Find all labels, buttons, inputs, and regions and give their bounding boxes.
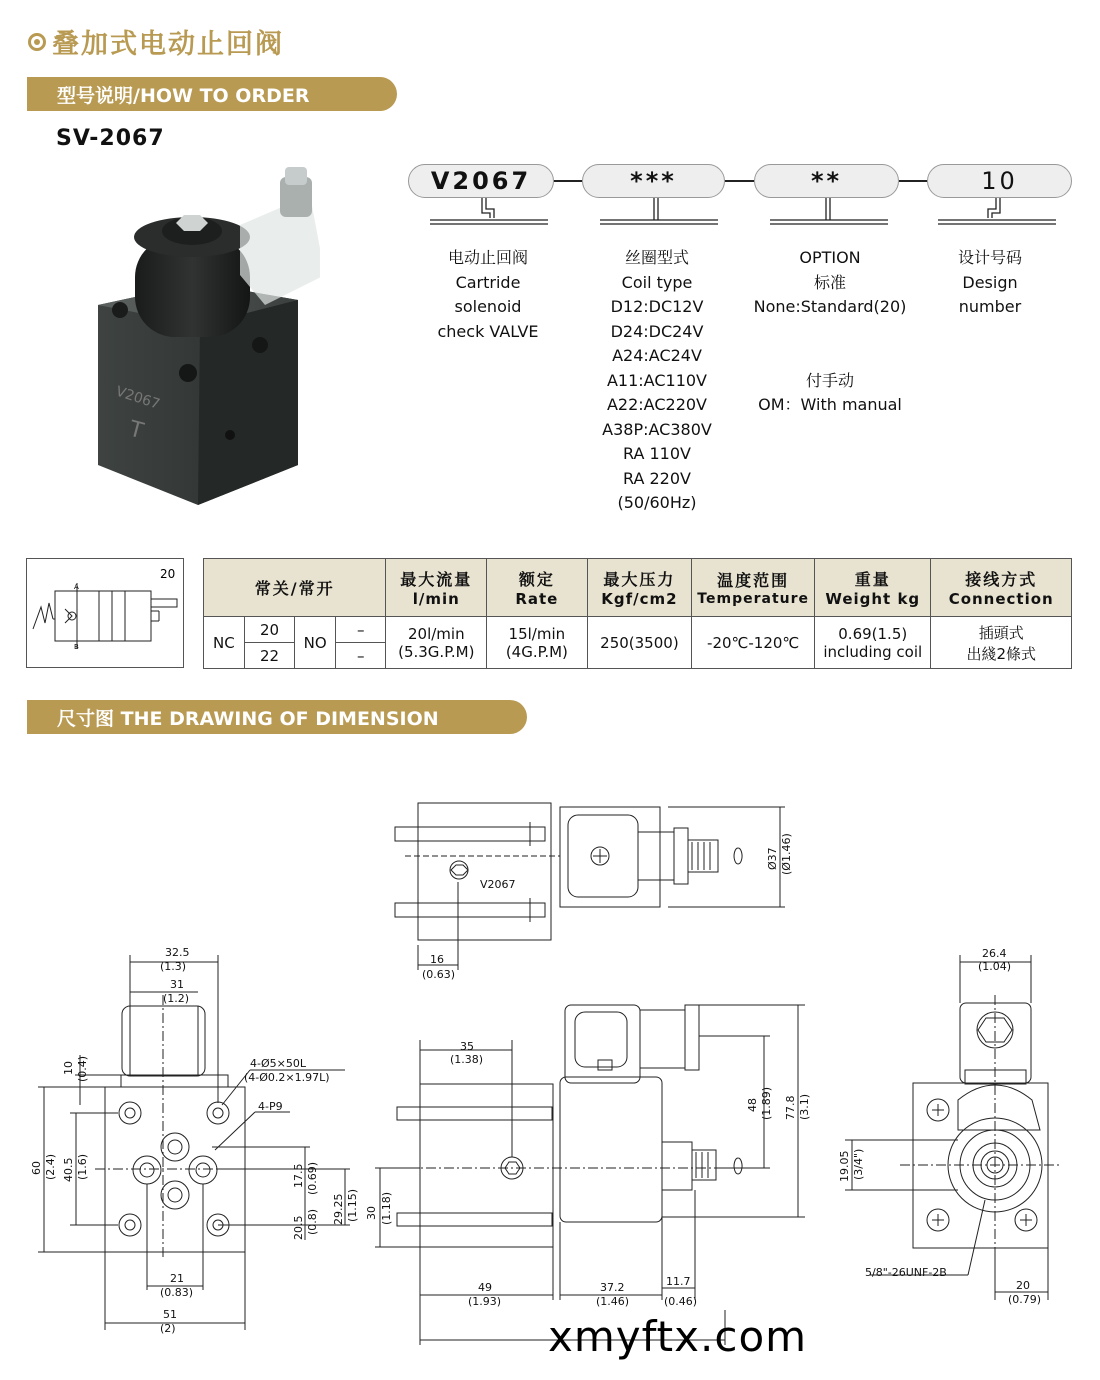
desc-line: OM：With manual bbox=[758, 395, 902, 414]
dim-label: (1.46) bbox=[596, 1295, 630, 1308]
desc-line: 丝圈型式 bbox=[624, 248, 689, 267]
dim-label: 30 bbox=[365, 1206, 378, 1220]
order-section-label: 型号说明/HOW TO ORDER bbox=[57, 84, 310, 107]
desc-line: solenoid bbox=[454, 297, 522, 316]
watermark: xmyftx.com bbox=[548, 1312, 808, 1361]
header-text: 最大压力 bbox=[603, 570, 676, 589]
dim-label: 4-Ø5×50L bbox=[250, 1057, 306, 1070]
dim-label: (1.3) bbox=[160, 960, 187, 973]
header-text: Weight kg bbox=[825, 590, 921, 608]
desc-design bbox=[920, 246, 1060, 320]
header-text: l/min bbox=[412, 590, 460, 608]
dim-label: (0.83) bbox=[160, 1286, 194, 1299]
dim-label: (1.18) bbox=[380, 1191, 393, 1225]
dim-label: 21 bbox=[170, 1272, 184, 1285]
desc-line: A22:AC220V bbox=[606, 395, 707, 414]
dim-label: (0.63) bbox=[422, 968, 456, 981]
dim-label: (1.15) bbox=[346, 1188, 359, 1222]
cell-text: 15l/min bbox=[508, 624, 566, 643]
desc-line: number bbox=[958, 297, 1022, 316]
header-weight bbox=[815, 559, 931, 617]
desc-model bbox=[408, 246, 568, 344]
header-text: 温度范围 bbox=[717, 571, 790, 590]
cell-pressure: 250(3500) bbox=[587, 617, 692, 669]
cell-connection bbox=[931, 617, 1072, 669]
cell-text: (4G.P.M) bbox=[505, 642, 568, 661]
desc-line: RA 220V bbox=[623, 468, 691, 488]
dim-label: (0.4) bbox=[76, 1055, 89, 1082]
dim-label: 16 bbox=[430, 953, 444, 966]
header-text: Kgf/cm2 bbox=[601, 590, 678, 608]
dim-label: (1.2) bbox=[163, 992, 190, 1005]
cell-text: 20l/min bbox=[407, 624, 465, 643]
desc-line: 标准 bbox=[813, 272, 846, 292]
cell-dash: – bbox=[336, 643, 386, 669]
dim-label: (4-Ø0.2×1.97L) bbox=[244, 1071, 330, 1084]
svg-text:V2067: V2067 bbox=[113, 383, 162, 413]
order-code-design: 10 bbox=[927, 164, 1072, 198]
cell-no: NO bbox=[295, 617, 336, 669]
order-code-option: ** bbox=[754, 164, 899, 198]
dimension-section-bar bbox=[27, 700, 527, 734]
header-temperature bbox=[692, 559, 815, 617]
order-code-leaders bbox=[400, 196, 1080, 236]
cell-text: (5.3G.P.M) bbox=[398, 642, 475, 661]
desc-line: D24:DC24V bbox=[610, 321, 704, 341]
symbol-port-a: A bbox=[74, 583, 79, 591]
page-title-text: 叠加式电动止回阀 bbox=[52, 29, 284, 60]
desc-line: 设计号码 bbox=[957, 248, 1022, 267]
header-text: 接线方式 bbox=[965, 570, 1038, 589]
dimension-drawing bbox=[0, 770, 1100, 1350]
cell-text: 0.69(1.5) bbox=[838, 624, 908, 643]
dim-label: 49 bbox=[478, 1281, 492, 1294]
dim-label: 77.8 bbox=[784, 1095, 797, 1120]
order-section-bar bbox=[27, 77, 397, 111]
desc-line: None:Standard(20) bbox=[753, 297, 907, 316]
desc-option bbox=[740, 246, 920, 418]
desc-line: OPTION bbox=[799, 248, 861, 267]
dim-label: (Ø1.46) bbox=[780, 833, 793, 875]
desc-line: 付手动 bbox=[805, 370, 854, 390]
dimension-section-label: 尺寸图 THE DRAWING OF DIMENSION bbox=[57, 707, 439, 730]
dim-label: 51 bbox=[163, 1308, 177, 1321]
dim-label: 4-P9 bbox=[258, 1100, 283, 1113]
header-connection bbox=[931, 559, 1072, 617]
dim-label: 20.5 bbox=[292, 1215, 305, 1240]
desc-line: check VALVE bbox=[437, 321, 539, 341]
page-title bbox=[28, 22, 284, 61]
cell-text: 插頭式 bbox=[978, 623, 1024, 642]
drawing-label: V2067 bbox=[480, 878, 516, 891]
desc-line: Design bbox=[962, 272, 1018, 292]
dim-label: 29.25 bbox=[332, 1193, 345, 1225]
dim-label: (0.8) bbox=[306, 1208, 319, 1235]
cell-text: 出綫2條式 bbox=[966, 644, 1036, 663]
dim-label: Ø37 bbox=[766, 847, 779, 870]
dim-label: (1.89) bbox=[760, 1086, 773, 1120]
header-rate bbox=[487, 559, 587, 617]
desc-line: 电动止回阀 bbox=[447, 248, 528, 267]
order-code-connector bbox=[899, 180, 927, 182]
dim-label: 10 bbox=[62, 1061, 75, 1075]
cell-dash: – bbox=[336, 617, 386, 643]
dim-label: (1.6) bbox=[76, 1153, 89, 1180]
dim-label: 31 bbox=[170, 978, 184, 991]
dim-label: 48 bbox=[746, 1098, 759, 1112]
header-text: Connection bbox=[948, 590, 1054, 608]
header-text: 重量 bbox=[854, 570, 891, 589]
dim-label: 20 bbox=[1016, 1279, 1030, 1292]
cell-code: 22 bbox=[244, 643, 295, 669]
order-code-connector bbox=[725, 180, 754, 182]
dim-label: (1.38) bbox=[450, 1053, 484, 1066]
cell-rate bbox=[487, 617, 587, 669]
dim-label: 19.05 bbox=[838, 1150, 851, 1182]
cell-code: 20 bbox=[244, 617, 295, 643]
svg-text:T: T bbox=[126, 416, 146, 445]
header-text: 最大流量 bbox=[400, 570, 473, 589]
desc-line: Coil type bbox=[621, 272, 693, 292]
desc-line: (50/60Hz) bbox=[617, 493, 697, 512]
symbol-code: 20 bbox=[160, 567, 176, 581]
dim-label: (1.04) bbox=[978, 960, 1012, 973]
dim-label: 32.5 bbox=[165, 946, 190, 959]
header-pressure bbox=[587, 559, 692, 617]
header-text: 额定 bbox=[518, 570, 555, 589]
target-icon bbox=[28, 33, 46, 51]
desc-line: RA 110V bbox=[623, 444, 691, 463]
hydraulic-symbol-box bbox=[26, 558, 184, 668]
dim-label: (3.1) bbox=[798, 1093, 811, 1120]
product-photo bbox=[80, 165, 320, 510]
desc-line: D12:DC12V bbox=[610, 297, 704, 316]
hydraulic-symbol-icon bbox=[27, 559, 183, 667]
cell-flow bbox=[386, 617, 487, 669]
header-text: Rate bbox=[515, 590, 559, 608]
dim-label: (2.4) bbox=[44, 1153, 57, 1180]
dim-label: 35 bbox=[460, 1040, 474, 1053]
dim-label: (1.93) bbox=[468, 1295, 502, 1308]
cell-weight bbox=[815, 617, 931, 669]
desc-line: Cartride bbox=[455, 272, 521, 292]
dim-label: (0.46) bbox=[664, 1295, 698, 1308]
order-code-coil: *** bbox=[582, 164, 725, 198]
dim-label: (2) bbox=[160, 1322, 176, 1335]
dim-label: 5/8"-26UNF-2B bbox=[865, 1266, 947, 1279]
dim-label: (0.69) bbox=[306, 1161, 319, 1195]
model-name: SV-2067 bbox=[56, 126, 165, 151]
order-code-model: V2067 bbox=[408, 164, 554, 198]
dim-label: 37.2 bbox=[600, 1281, 625, 1294]
dim-label: 26.4 bbox=[982, 947, 1007, 960]
desc-line: A24:AC24V bbox=[612, 346, 702, 365]
desc-line: A11:AC110V bbox=[606, 370, 707, 390]
dim-label: 40.5 bbox=[62, 1157, 75, 1182]
dim-label: 17.5 bbox=[292, 1163, 305, 1188]
dim-label: 60 bbox=[30, 1161, 43, 1175]
symbol-port-b: B bbox=[74, 643, 79, 651]
dim-label: 11.7 bbox=[666, 1275, 691, 1288]
header-normal bbox=[204, 559, 386, 617]
cell-text: including coil bbox=[823, 642, 923, 661]
cell-nc: NC bbox=[204, 617, 245, 669]
header-text: 常关/常开 bbox=[254, 579, 335, 598]
dim-label: (0.79) bbox=[1008, 1293, 1042, 1306]
spec-table bbox=[203, 558, 1072, 669]
desc-coil bbox=[577, 246, 737, 516]
header-flow bbox=[386, 559, 487, 617]
dim-label: (3/4") bbox=[852, 1148, 865, 1180]
order-code-connector bbox=[554, 180, 582, 182]
header-text: Temperature bbox=[697, 591, 809, 607]
cell-temperature: -20℃-120℃ bbox=[692, 617, 815, 669]
desc-line: A38P:AC380V bbox=[602, 419, 712, 439]
